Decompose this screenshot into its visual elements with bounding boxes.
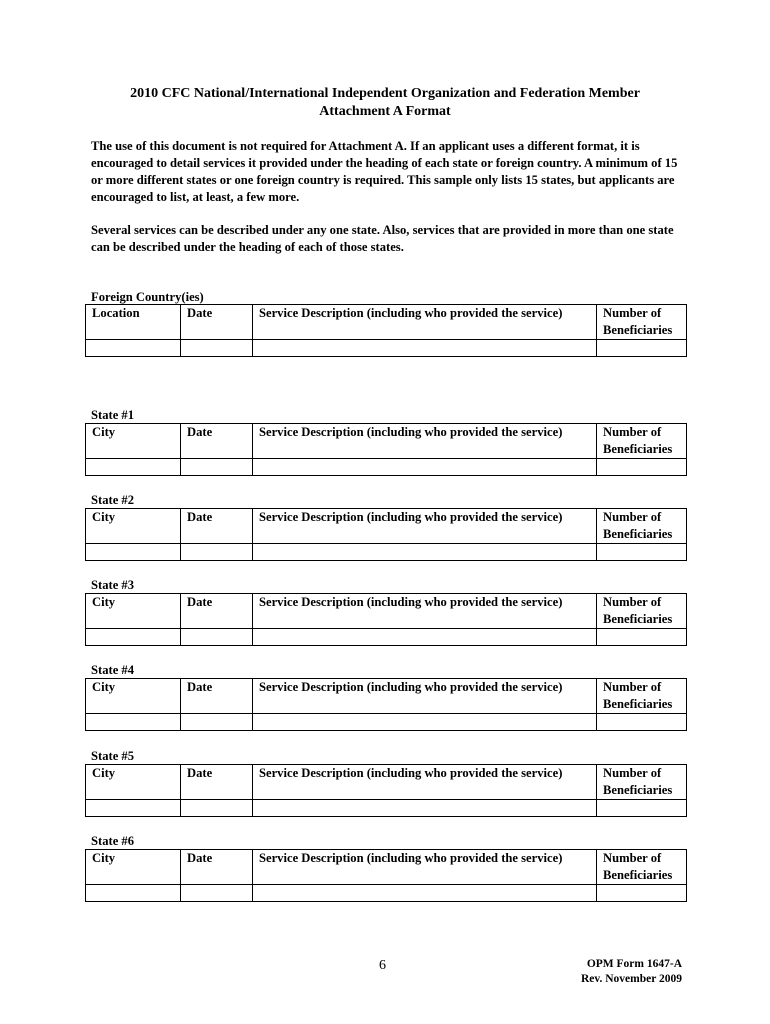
state-5-table [85,764,687,817]
beneficiaries-cell[interactable] [597,629,687,646]
state-2-label: State #2 [91,493,135,507]
city-cell[interactable] [86,629,181,646]
city-cell[interactable] [86,885,181,902]
state-1-label: State #1 [91,408,135,422]
form-id: OPM Form 1647-A [586,958,682,970]
state-2-table [85,508,687,561]
column-header-city: City [86,594,181,629]
beneficiaries-cell[interactable] [597,800,687,817]
column-header-date: Date [181,765,253,800]
beneficiaries-cell[interactable] [597,340,687,357]
service-description-cell[interactable] [253,800,597,817]
column-header-city: City [86,424,181,459]
column-header-date: Date [181,305,253,340]
state-5-label: State #5 [91,749,135,763]
column-header-beneficiaries: Number of Beneficiaries [597,305,687,340]
service-description-cell[interactable] [253,714,597,731]
city-cell[interactable] [86,714,181,731]
document-subtitle: Attachment A Format [319,104,451,119]
form-revision: Rev. November 2009 [580,973,682,985]
column-header-date: Date [181,679,253,714]
column-header-date: Date [181,509,253,544]
document-title: 2010 CFC National/International Independent Organization and Federation Member [130,86,640,101]
foreign-country-table [85,304,687,357]
beneficiaries-cell[interactable] [597,544,687,561]
column-header-beneficiaries: Number of Beneficiaries [597,850,687,885]
beneficiaries-cell[interactable] [597,459,687,476]
column-header-service-description: Service Description (including who provided the service) [253,850,597,885]
state-6-table [85,849,687,902]
city-cell[interactable] [86,459,181,476]
service-description-cell[interactable] [253,340,597,357]
form-identifier [581,957,682,987]
column-header-date: Date [181,594,253,629]
date-cell[interactable] [181,714,253,731]
column-header-service-description: Service Description (including who provided the service) [253,424,597,459]
date-cell[interactable] [181,459,253,476]
column-header-city: City [86,765,181,800]
service-description-cell[interactable] [253,544,597,561]
column-header-beneficiaries: Number of Beneficiaries [597,679,687,714]
column-header-city: City [86,679,181,714]
beneficiaries-cell[interactable] [597,885,687,902]
foreign-country-label: Foreign Country(ies) [91,290,204,304]
column-header-service-description: Service Description (including who provided the service) [253,679,597,714]
state-1-table [85,423,687,476]
date-cell[interactable] [181,885,253,902]
column-header-date: Date [181,850,253,885]
column-header-beneficiaries: Number of Beneficiaries [597,424,687,459]
column-header-beneficiaries: Number of Beneficiaries [597,765,687,800]
state-4-label: State #4 [91,663,135,677]
date-cell[interactable] [181,544,253,561]
intro-paragraph-1: The use of this document is not required for Attachment A. If an applicant uses a different format, it is encouraged to detail services it provided under the heading of each state or foreign country. A minimum of 15 or more different states or one foreign country is required. This sample only lists 15 states, but applicants are encouraged to list, at least, a few more. [91,139,678,204]
location-cell[interactable] [86,340,181,357]
service-description-cell[interactable] [253,459,597,476]
column-header-service-description: Service Description (including who provided the service) [253,594,597,629]
service-description-cell[interactable] [253,885,597,902]
service-description-cell[interactable] [253,629,597,646]
state-3-table [85,593,687,646]
column-header-location: Location [86,305,181,340]
column-header-city: City [86,509,181,544]
date-cell[interactable] [181,629,253,646]
column-header-service-description: Service Description (including who provided the service) [253,305,597,340]
column-header-beneficiaries: Number of Beneficiaries [597,509,687,544]
city-cell[interactable] [86,800,181,817]
date-cell[interactable] [181,340,253,357]
page-number: 6 [379,958,386,973]
state-6-label: State #6 [91,834,135,848]
column-header-date: Date [181,424,253,459]
state-3-label: State #3 [91,578,135,592]
column-header-service-description: Service Description (including who provided the service) [253,765,597,800]
column-header-city: City [86,850,181,885]
intro-paragraph-2: Several services can be described under any one state. Also, services that are provided in more than one state can be described under the heading of each of those states. [91,223,674,254]
city-cell[interactable] [86,544,181,561]
state-4-table [85,678,687,731]
column-header-beneficiaries: Number of Beneficiaries [597,594,687,629]
date-cell[interactable] [181,800,253,817]
column-header-service-description: Service Description (including who provided the service) [253,509,597,544]
beneficiaries-cell[interactable] [597,714,687,731]
